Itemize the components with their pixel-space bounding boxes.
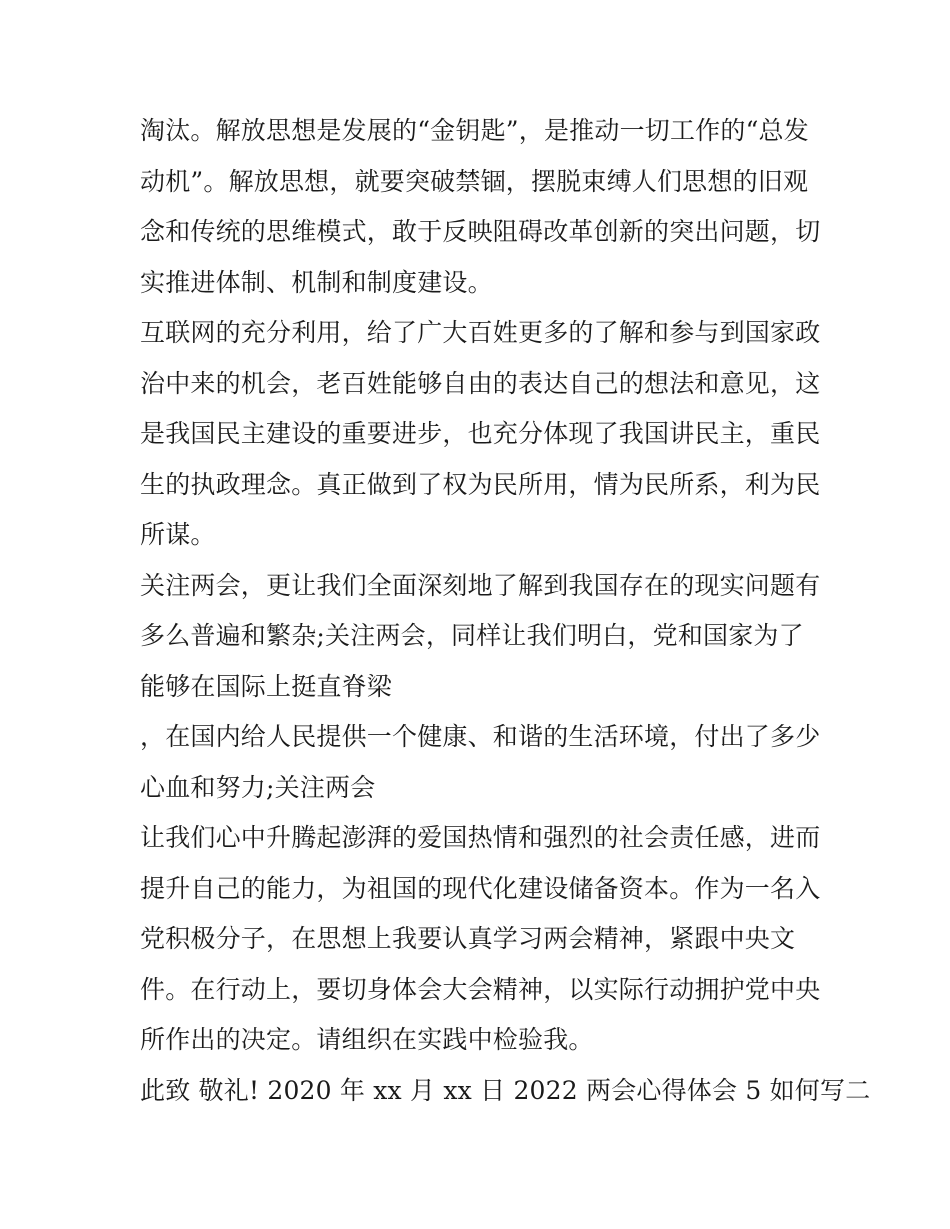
- text-line: 心血和努力;关注两会: [140, 772, 376, 802]
- text-line: ，在国内给人民提供一个健康、和谐的生活环境，付出了多少: [140, 722, 821, 751]
- text-line: 提升自己的能力，为祖国的现代化建设储备资本。作为一名入: [140, 873, 821, 903]
- text-line: 让我们心中升腾起澎湃的爱国热情和强烈的社会责任感，进而: [140, 823, 821, 852]
- text-line: 是我国民主建设的重要进步，也充分体现了我国讲民主，重民: [140, 419, 821, 448]
- text-line: 党积极分子，在思想上我要认真学习两会精神，紧跟中央文: [140, 924, 796, 953]
- text-line: 所谋。: [140, 520, 216, 549]
- text-line: 多么普遍和繁杂;关注两会，同样让我们明白，党和国家为了: [140, 621, 804, 650]
- text-line: 互联网的充分利用，给了广大百姓更多的了解和参与到国家政: [140, 318, 821, 347]
- text-line: 动机”。解放思想，就要突破禁锢，摆脱束缚人们思想的旧观: [140, 166, 809, 196]
- text-line: 实推进体制、机制和制度建设。: [140, 267, 493, 297]
- text-line: 淘汰。解放思想是发展的“金钥匙”，是推动一切工作的“总发: [140, 116, 809, 145]
- document-body: [140, 106, 871, 1116]
- text-line: 生的执政理念。真正做到了权为民所用，情为民所系，利为民: [140, 469, 821, 499]
- text-line: 治中来的机会，老百姓能够自由的表达自己的想法和意见，这: [140, 368, 821, 398]
- text-line: 关注两会，更让我们全面深刻地了解到我国存在的现实问题有: [140, 570, 821, 600]
- text-line: 此致 敬礼! 2020 年 xx 月 xx 日 2022 两会心得体会 5 如何写二: [140, 1075, 871, 1105]
- text-line: 能够在国际上挺直脊梁: [140, 671, 393, 701]
- text-line: 念和传统的思维模式，敢于反映阻碍改革创新的突出问题，切: [140, 217, 821, 246]
- text-line: 所作出的决定。请组织在实践中检验我。: [140, 1025, 594, 1054]
- text-line: 件。在行动上，要切身体会大会精神，以实际行动拥护党中央: [140, 974, 821, 1004]
